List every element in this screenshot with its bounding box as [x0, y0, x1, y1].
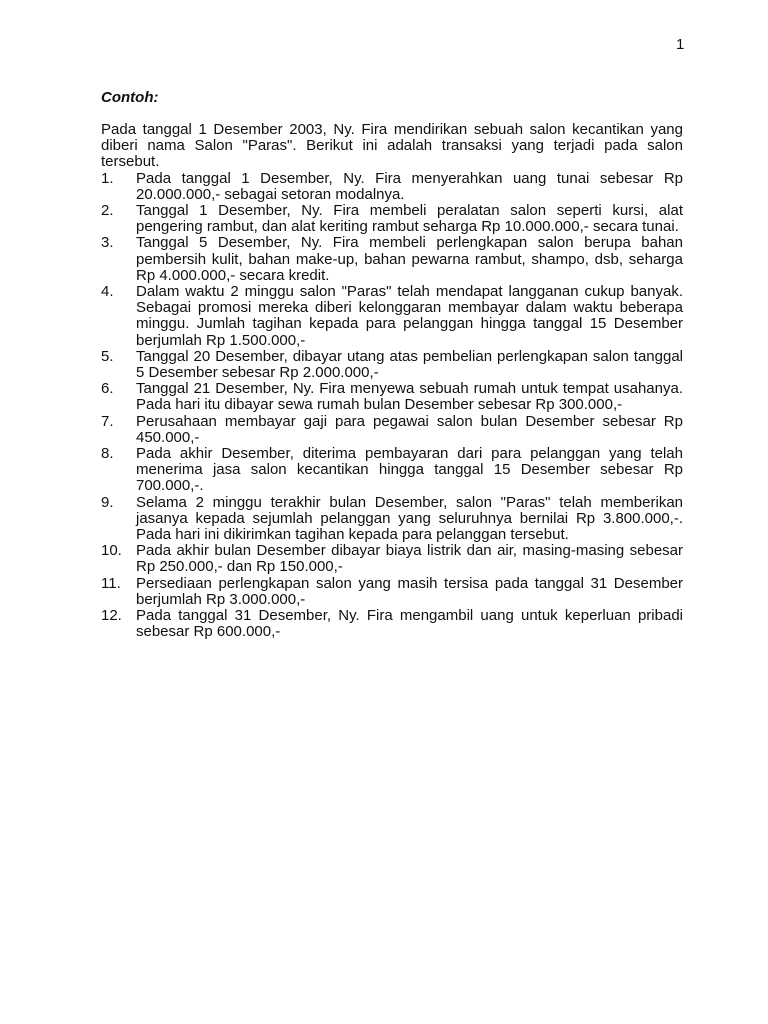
list-item — [101, 381, 683, 413]
item-number: 9. — [101, 493, 114, 511]
item-number: 3. — [101, 234, 114, 252]
list-item — [101, 235, 683, 284]
list-item — [101, 543, 683, 575]
item-number: 1. — [101, 169, 114, 187]
item-text: Tanggal 21 Desember, Ny. Fira menyewa sebuah rumah untuk tempat usahanya. Pada hari itu dibayar sewa rumah bulan Desember sebesar Rp 300.000,- — [136, 380, 683, 414]
item-number: 2. — [101, 202, 114, 220]
item-text: Perusahaan membayar gaji para pegawai salon bulan Desember sebesar Rp 450.000,- — [136, 412, 683, 446]
item-text: Tanggal 5 Desember, Ny. Fira membeli perlengkapan salon berupa bahan pembersih kulit, bahan make-up, bahan pewarna rambut, shampo, dsb, seharga Rp 4.000.000,- secara kredit. — [136, 234, 683, 284]
page-number: 1 — [676, 36, 685, 53]
item-number: 7. — [101, 412, 114, 430]
list-item — [101, 284, 683, 349]
list-item — [101, 576, 683, 608]
list-item — [101, 608, 683, 640]
document-body — [101, 122, 683, 641]
item-number: 5. — [101, 347, 114, 365]
item-text: Persediaan perlengkapan salon yang masih tersisa pada tanggal 31 Desember berjumlah Rp 3.000.000,- — [136, 574, 683, 608]
item-text: Tanggal 20 Desember, dibayar utang atas pembelian perlengkapan salon tanggal 5 Desember sebesar Rp 2.000.000,- — [136, 347, 683, 382]
list-item — [101, 414, 683, 446]
item-number: 10. — [101, 542, 122, 560]
item-text: Dalam waktu 2 minggu salon "Paras" telah mendapat langganan cukup banyak. Sebagai promosi mereka diberi kelonggaran membayar dalam waktu beberapa minggu. Jumlah tagihan kepada para pelanggan hingga tanggal 15 Desember berjumlah Rp 1.500.000,- — [136, 283, 683, 349]
list-item — [101, 171, 683, 203]
example-heading: Contoh: — [101, 89, 159, 106]
item-text: Pada tanggal 31 Desember, Ny. Fira mengambil uang untuk keperluan pribadi sebesar Rp 600.000,- — [136, 607, 683, 641]
transaction-list — [101, 171, 683, 641]
item-text: Tanggal 1 Desember, Ny. Fira membeli peralatan salon seperti kursi, alat pengering rambut, dan alat keriting rambut seharga Rp 10.000.000,- secara tunai. — [136, 202, 683, 236]
intro-paragraph: Pada tanggal 1 Desember 2003, Ny. Fira mendirikan sebuah salon kecantikan yang diberi nama Salon "Paras". Berikut ini adalah transaksi yang terjadi pada salon tersebut. — [101, 121, 683, 171]
item-text: Selama 2 minggu terakhir bulan Desember, salon "Paras" telah memberikan jasanya kepada sejumlah pelanggan yang seluruhnya bernilai Rp 3.800.000,-. Pada hari ini dikirimkan tagihan kepada para pelanggan tersebut. — [136, 493, 683, 544]
list-item — [101, 495, 683, 544]
item-number: 6. — [101, 380, 114, 398]
item-number: 11. — [101, 574, 121, 592]
item-number: 8. — [101, 445, 114, 463]
item-text: Pada tanggal 1 Desember, Ny. Fira menyerahkan uang tunai sebesar Rp 20.000.000,- sebagai setoran modalnya. — [136, 169, 683, 203]
item-number: 12. — [101, 607, 122, 625]
item-text: Pada akhir Desember, diterima pembayaran dari para pelanggan yang telah menerima jasa salon kecantikan hingga tanggal 15 Desember sebesar Rp 700.000,-. — [136, 445, 683, 495]
list-item — [101, 349, 683, 381]
list-item — [101, 446, 683, 495]
item-text: Pada akhir bulan Desember dibayar biaya listrik dan air, masing-masing sebesar Rp 250.000,- dan Rp 150.000,- — [136, 542, 683, 576]
list-item — [101, 203, 683, 235]
item-number: 4. — [101, 283, 114, 301]
